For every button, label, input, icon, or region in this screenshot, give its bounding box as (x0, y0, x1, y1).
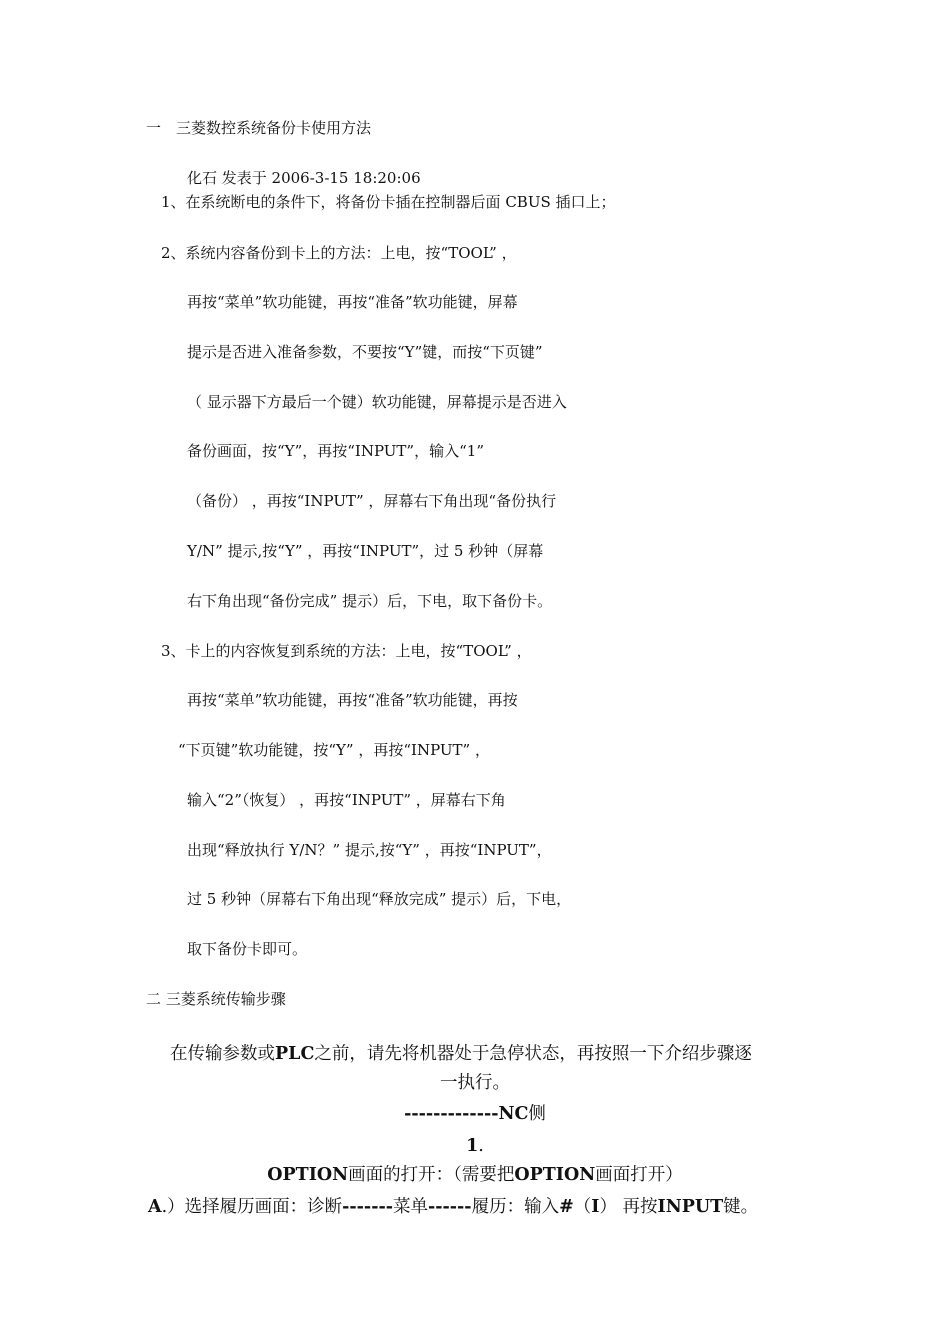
step3-line: 取下备份卡即可。 (187, 940, 308, 958)
step3-line: 输入“2”（恢复） ，再按“INPUT” ，屏幕右下角 (187, 791, 506, 809)
byline: 化石 发表于 2006-3-15 18:20:06 (187, 169, 421, 187)
step3-line: 出现“释放执行 Y/N？” 提示,按“Y” ，再按“INPUT”， (187, 841, 552, 859)
option-heading: OPTION画面的打开：（需要把OPTION画面打开） (267, 1165, 683, 1185)
section2-title: 二 三菱系统传输步骤 (146, 990, 286, 1008)
section1-title: 一 三菱数控系统备份卡使用方法 (146, 119, 372, 137)
step3-line: “下页键”软功能键，按“Y” ，再按“INPUT” ， (178, 741, 490, 759)
intro-line2: 一执行。 (440, 1073, 510, 1093)
step-a: A.）选择履历画面：诊断-------菜单------履历：输入#（I） 再按INPUT键。 (148, 1197, 759, 1217)
step2-line: （ 显示器下方最后一个键）软功能键，屏幕提示是否进入 (187, 393, 567, 411)
step2-line: 提示是否进入准备参数，不要按“Y”键，而按“下页键” (187, 343, 543, 361)
step3-line: 过 5 秒钟（屏幕右下角出现“释放完成” 提示）后，下电， (187, 890, 572, 908)
step2-line: 右下角出现“备份完成” 提示）后，下电，取下备份卡。 (187, 592, 553, 610)
step2-line: 再按“菜单”软功能键，再按“准备”软功能键，屏幕 (187, 293, 518, 311)
step1: 1、在系统断电的条件下，将备份卡插在控制器后面 CBUS 插口上； (161, 193, 616, 211)
step3-line: 3、卡上的内容恢复到系统的方法：上电，按“TOOL” ， (161, 642, 532, 660)
nc-side-heading: -------------NC侧 (404, 1104, 546, 1124)
step2-line: （备份） ，再按“INPUT” ，屏幕右下角出现“备份执行 (187, 492, 557, 510)
step2-line: Y/N” 提示,按“Y” ，再按“INPUT”，过 5 秒钟（屏幕 (187, 542, 544, 560)
step2-line: 备份画面，按“Y”，再按“INPUT”，输入“1” (187, 442, 484, 460)
step3-line: 再按“菜单”软功能键，再按“准备”软功能键，再按 (187, 691, 518, 709)
item-number: 1. (466, 1136, 484, 1156)
intro-line1: 在传输参数或PLC之前，请先将机器处于急停状态，再按照一下介绍步骤逐 (170, 1044, 752, 1064)
step2-line: 2、系统内容备份到卡上的方法：上电，按“TOOL” ， (161, 244, 517, 262)
